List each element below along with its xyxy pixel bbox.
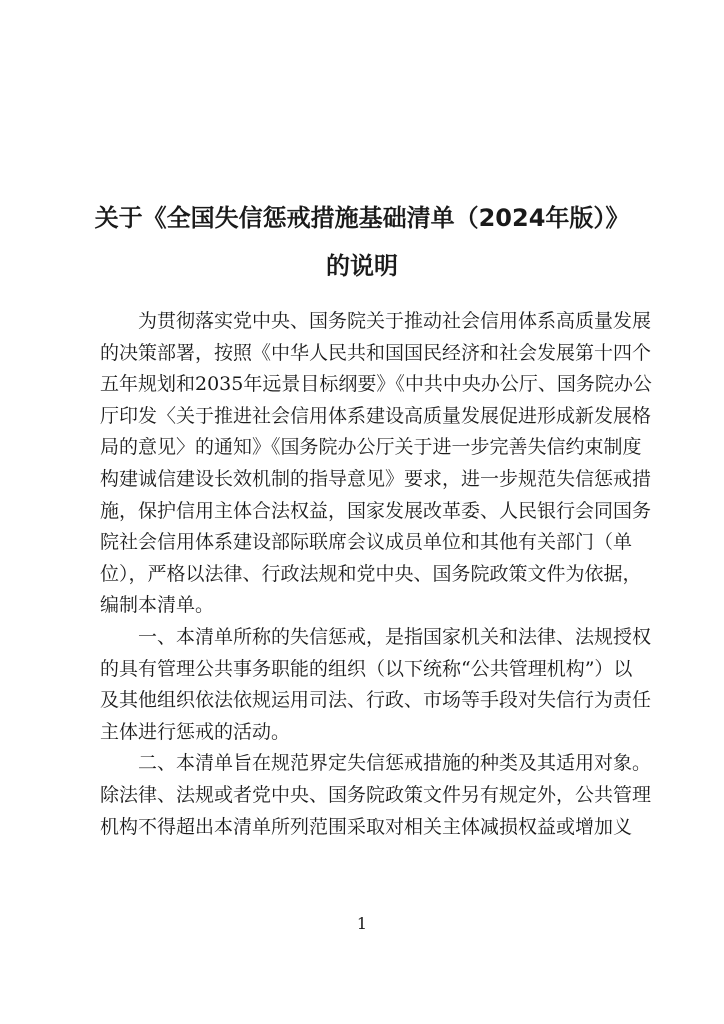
text-line: 除法律、法规或者党中央、国务院政策文件另有规定外，公共管理 (100, 783, 652, 806)
document-body (100, 306, 652, 843)
text-line: 机构不得超出本清单所列范围采取对相关主体减损权益或增加义 (100, 815, 633, 838)
text-line: 厅印发〈关于推进社会信用体系建设高质量发展促进形成新发展格 (100, 404, 652, 427)
paragraph-preamble (100, 306, 652, 622)
text-line: 二、本清单旨在规范界定失信惩戒措施的种类及其适用对象。 (138, 752, 652, 775)
text-line: 局的意见〉的通知》《国务院办公厅关于进一步完善失信约束制度 (100, 436, 642, 459)
text-line: 施，保护信用主体合法权益，国家发展改革委、人民银行会同国务 (100, 499, 652, 522)
document-title (60, 194, 664, 290)
paragraph-section-two (100, 748, 652, 843)
paragraph-section-one (100, 622, 652, 748)
text-line: 位），严格以法律、行政法规和党中央、国务院政策文件为依据， (100, 562, 642, 585)
title-line: 的说明 (326, 252, 398, 280)
text-line: 主体进行惩戒的活动。 (100, 720, 291, 743)
page-number: 1 (356, 914, 368, 933)
text-line: 的具有管理公共事务职能的组织（以下统称“公共管理机构”）以 (100, 657, 633, 680)
text-line: 为贯彻落实党中央、国务院关于推动社会信用体系高质量发展 (138, 310, 652, 332)
text-line: 及其他组织依法依规运用司法、行政、市场等手段对失信行为责任 (100, 689, 652, 712)
text-line: 构建诚信建设长效机制的指导意见》要求，进一步规范失信惩戒措 (100, 467, 652, 490)
text-line: 的决策部署，按照《中华人民共和国国民经济和社会发展第十四个 (100, 341, 652, 364)
text-line: 院社会信用体系建设部际联席会议成员单位和其他有关部门（单 (100, 531, 633, 554)
title-line: 关于《全国失信惩戒措施基础清单（2024年版）》 (94, 204, 630, 232)
text-line: 五年规划和2035年远景目标纲要》《中共中央办公厅、国务院办公 (100, 373, 652, 396)
text-line: 编制本清单。 (100, 594, 215, 617)
text-line: 一、本清单所称的失信惩戒，是指国家机关和法律、法规授权 (138, 625, 652, 648)
